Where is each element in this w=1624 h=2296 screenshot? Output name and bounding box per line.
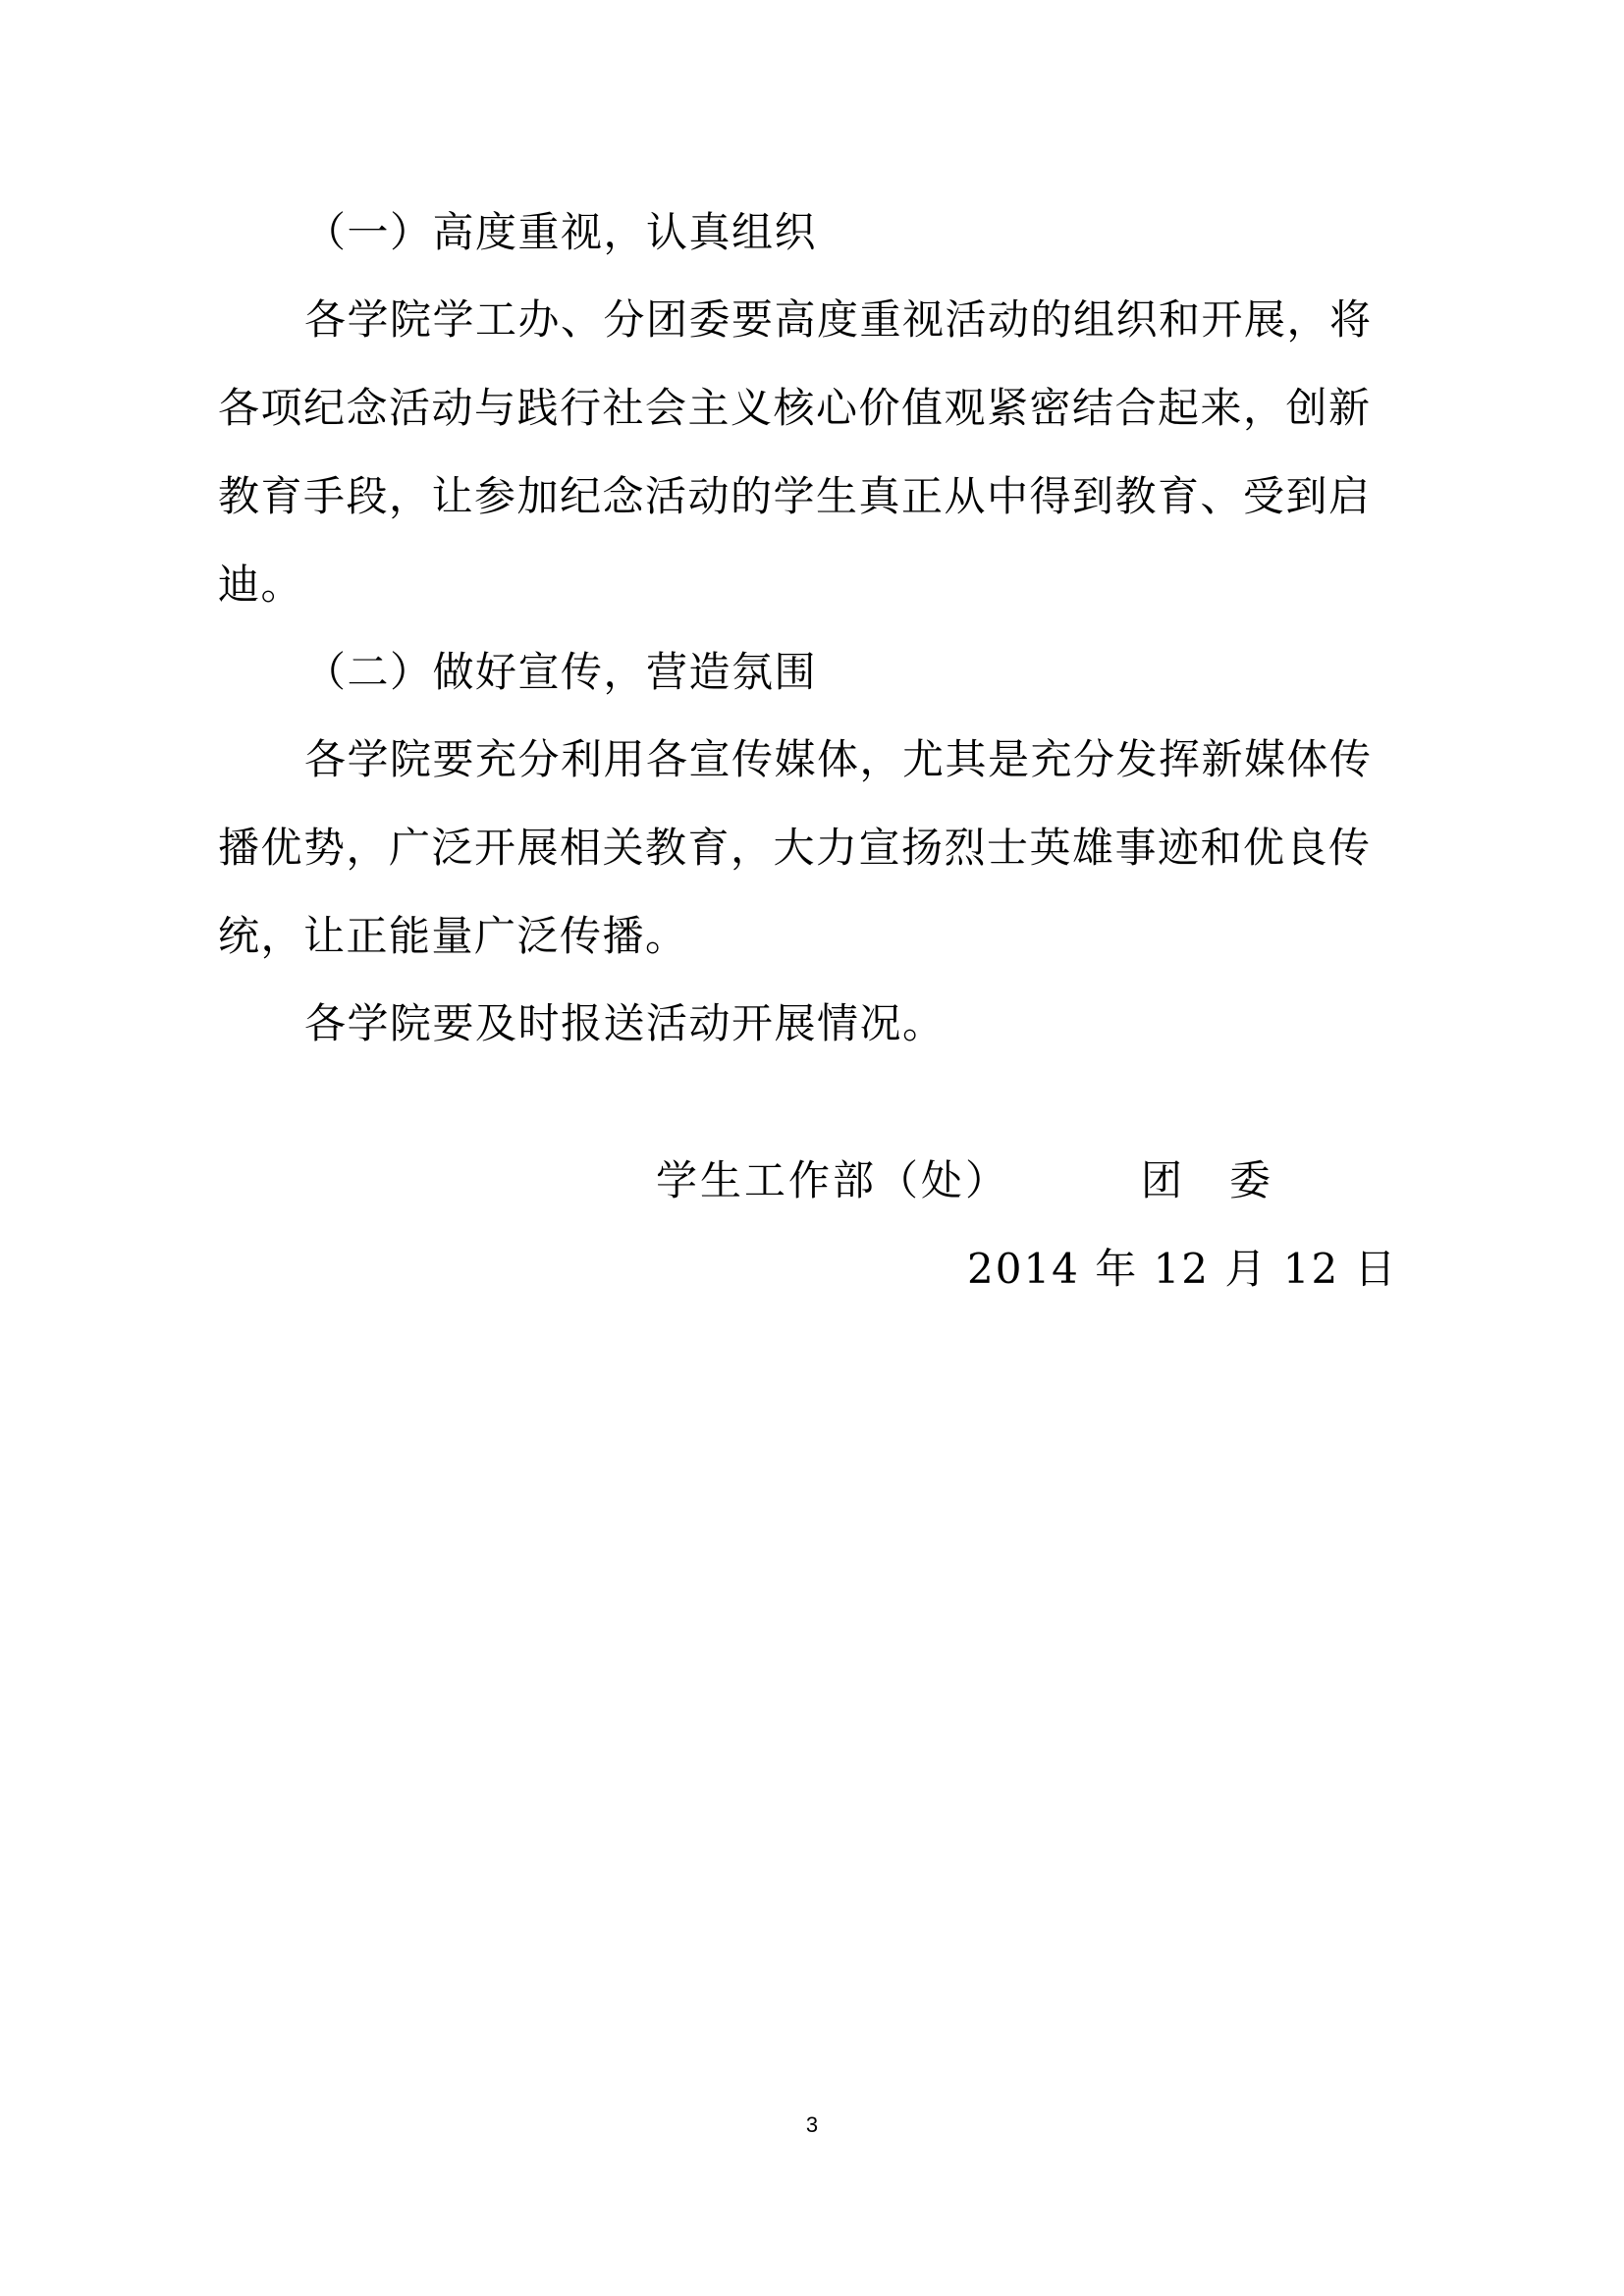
section-heading-1: （一）高度重视，认真组织	[304, 208, 818, 256]
paragraph-line: 各项纪念活动与践行社会主义核心价值观紧密结合起来，创新	[218, 384, 1372, 432]
section-heading-2: （二）做好宣传，营造氛围	[304, 648, 818, 696]
signature-date: 2014 年 12 月 12 日	[967, 1245, 1398, 1293]
signature-org-student-affairs: 学生工作部（处）	[656, 1156, 1010, 1204]
paragraph-line: 播优势，广泛开展相关教育，大力宣扬烈士英雄事迹和优良传	[218, 824, 1372, 872]
paragraph-line: 教育手段，让参加纪念活动的学生真正从中得到教育、受到启	[218, 472, 1372, 520]
paragraph-line: 迪。	[218, 561, 304, 609]
paragraph-line: 统，让正能量广泛传播。	[218, 912, 688, 960]
closing-line: 各学院要及时报送活动开展情况。	[304, 999, 946, 1047]
paragraph-line: 各学院要充分利用各宣传媒体，尤其是充分发挥新媒体传	[304, 735, 1373, 783]
page-number: 3	[805, 2112, 819, 2137]
signature-org-youth-league: 团 委	[1141, 1156, 1274, 1204]
paragraph-line: 各学院学工办、分团委要高度重视活动的组织和开展，将	[304, 295, 1373, 344]
